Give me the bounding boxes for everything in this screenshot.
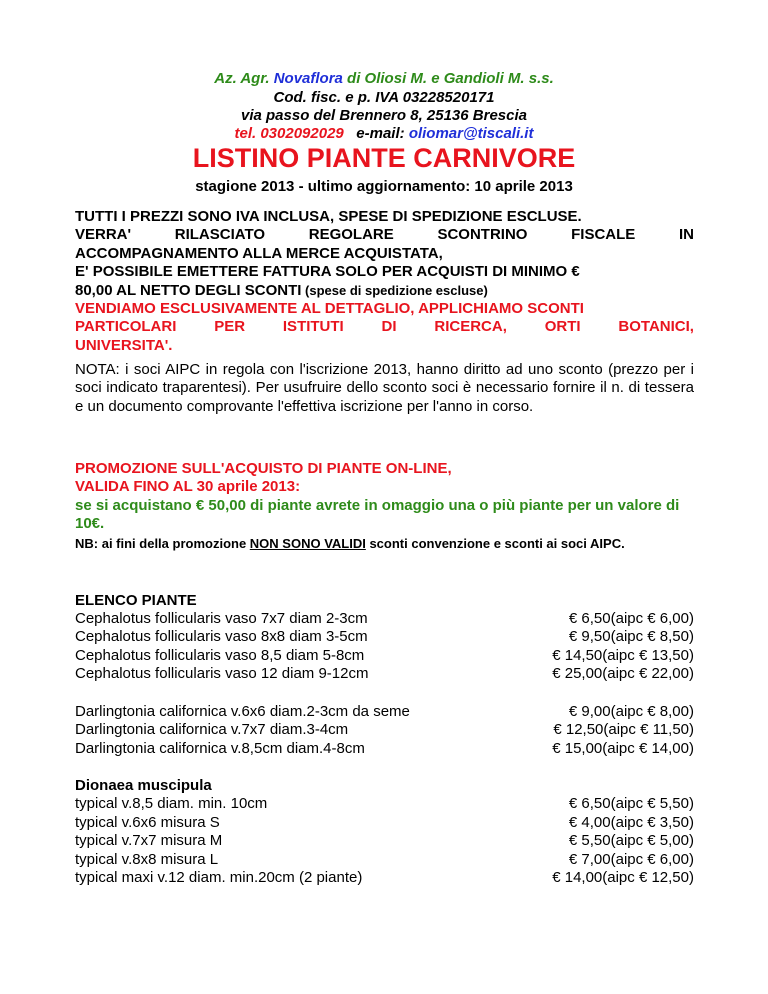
invoice-minimum: 80,00 AL NETTO DEGLI SCONTI [75,281,302,299]
plant-name: Darlingtonia californica v.8,5cm diam.4-8cm [75,739,365,757]
notice-word: RICERCA, [434,318,507,336]
plant-name: Darlingtonia californica v.7x7 diam.3-4cm [75,721,349,739]
notice-line: E' POSSIBILE EMETTERE FATTURA SOLO PER ACQUISTI DI MINIMO € [75,263,580,281]
notice-word: PER [214,318,246,336]
aipc-note: NOTA: i soci AIPC in regola con l'iscrizione 2013, hanno diritto ad uno sconto (prezzo per i soci indicato traparentesi). Per usufruire dello sconto soci è necessario fornire il n. di tessera e un documento comprovante l'effettiva iscrizione per l'anno in corso. [75,361,694,415]
season-subtitle: stagione 2013 - ultimo aggiornamento: 10 aprile 2013 [195,178,573,195]
nb-prefix: NB: ai fini della promozione [75,536,250,551]
plant-price: € 6,50(aipc € 5,50) [568,795,694,813]
nb-not-valid: NON SONO VALIDI [249,536,366,551]
phone: tel. 0302092029 [234,125,344,142]
plant-name: Cephalotus follicularis vaso 8,5 diam 5-8cm [75,646,365,664]
plant-name: Cephalotus follicularis vaso 8x8 diam 3-5cm [75,628,368,646]
shipping-note: (spese di spedizione escluse) [301,282,488,298]
plant-name: typical maxi v.12 diam. min.20cm (2 piante) [75,868,363,886]
list-item [75,721,694,739]
promo-block [75,460,694,534]
list-item [75,832,694,850]
list-item [75,814,694,832]
list-item [75,647,694,665]
email-link[interactable]: oliomar@tiscali.it [408,125,534,142]
notice-line [75,282,694,300]
plant-price: € 7,00(aipc € 6,00) [568,850,694,868]
company-line [0,70,768,88]
plant-price: € 9,50(aipc € 8,50) [568,628,694,646]
list-item [75,740,694,758]
plant-price: € 14,00(aipc € 12,50) [552,868,694,886]
list-item [75,869,694,887]
plant-name: typical v.8,5 diam. min. 10cm [75,795,268,813]
page-title: LISTINO PIANTE CARNIVORE [192,143,576,173]
darlingtonia-group [75,703,694,758]
promo-title: PROMOZIONE SULL'ACQUISTO DI PIANTE ON-LINE, [75,460,452,477]
retail-notice: VENDIAMO ESCLUSIVAMENTE AL DETTAGLIO, APPLICHIAMO SCONTI [75,300,584,318]
retail-notice-end: UNIVERSITA'. [75,336,173,354]
plant-price: € 9,00(aipc € 8,00) [568,703,694,720]
plant-price: € 25,00(aipc € 22,00) [552,665,694,683]
list-item [75,851,694,869]
notice-word: SCONTRINO [437,226,528,244]
dionaea-group [75,777,694,887]
list-item [75,665,694,683]
notice-line: TUTTI I PREZZI SONO IVA INCLUSA, SPESE DI SPEDIZIONE ESCLUSE. [75,208,582,225]
address: via passo del Brennero 8, 25136 Brescia [241,107,527,124]
plant-name: typical v.7x7 misura M [75,832,223,850]
notice-word: PARTICOLARI [75,318,177,336]
plant-price: € 12,50(aipc € 11,50) [553,721,694,739]
notice-word: IN [678,226,694,244]
company-prefix: Az. Agr. [214,70,270,87]
plant-name: typical v.6x6 misura S [75,813,220,831]
plant-price: € 6,50(aipc € 6,00) [568,610,694,627]
fiscal-code: Cod. fisc. e p. IVA 03228520171 [273,89,495,106]
cephalotus-group [75,610,694,684]
notice-word: FISCALE [571,226,636,244]
notice-word: VERRA' [75,226,132,244]
list-item [75,703,694,721]
plant-list-title: ELENCO PIANTE [75,592,197,609]
notice-word: REGOLARE [308,226,394,244]
list-item [75,795,694,813]
notice-word: DI [381,318,397,336]
group-heading: Dionaea muscipula [75,777,212,794]
plant-price: € 5,50(aipc € 5,00) [568,832,694,850]
promo-offer: se si acquistano € 50,00 di piante avrete in omaggio una o più piante per un valore di 10€. [75,496,680,533]
notice-block [75,208,694,355]
plant-name: Darlingtonia californica v.6x6 diam.2-3cm da seme [75,703,410,720]
plant-name: Cephalotus follicularis vaso 7x7 diam 2-3cm [75,610,368,627]
notice-word: RILASCIATO [174,226,266,244]
promo-validity: VALIDA FINO AL 30 aprile 2013: [75,478,301,496]
plant-price: € 14,50(aipc € 13,50) [552,646,694,664]
plant-name: Cephalotus follicularis vaso 12 diam 9-12cm [75,665,369,683]
notice-line: ACCOMPAGNAMENTO ALLA MERCE ACQUISTATA, [75,244,443,262]
list-item [75,610,694,628]
retail-notice-justified [75,318,694,336]
email-label: e-mail: [356,125,405,142]
notice-word: ORTI [544,318,581,336]
list-item [75,628,694,646]
notice-justified-line [75,226,694,244]
promo-nb [75,535,694,552]
notice-word: BOTANICI, [618,318,694,336]
plant-name: typical v.8x8 misura L [75,850,219,868]
company-suffix: di Oliosi M. e Gandioli M. s.s. [342,70,554,87]
company-name: Novaflora [273,70,343,87]
plant-price: € 4,00(aipc € 3,50) [568,813,694,831]
nb-suffix: sconti convenzione e sconti ai soci AIPC. [365,536,625,551]
notice-word: ISTITUTI [282,318,344,336]
plant-price: € 15,00(aipc € 14,00) [552,739,694,757]
